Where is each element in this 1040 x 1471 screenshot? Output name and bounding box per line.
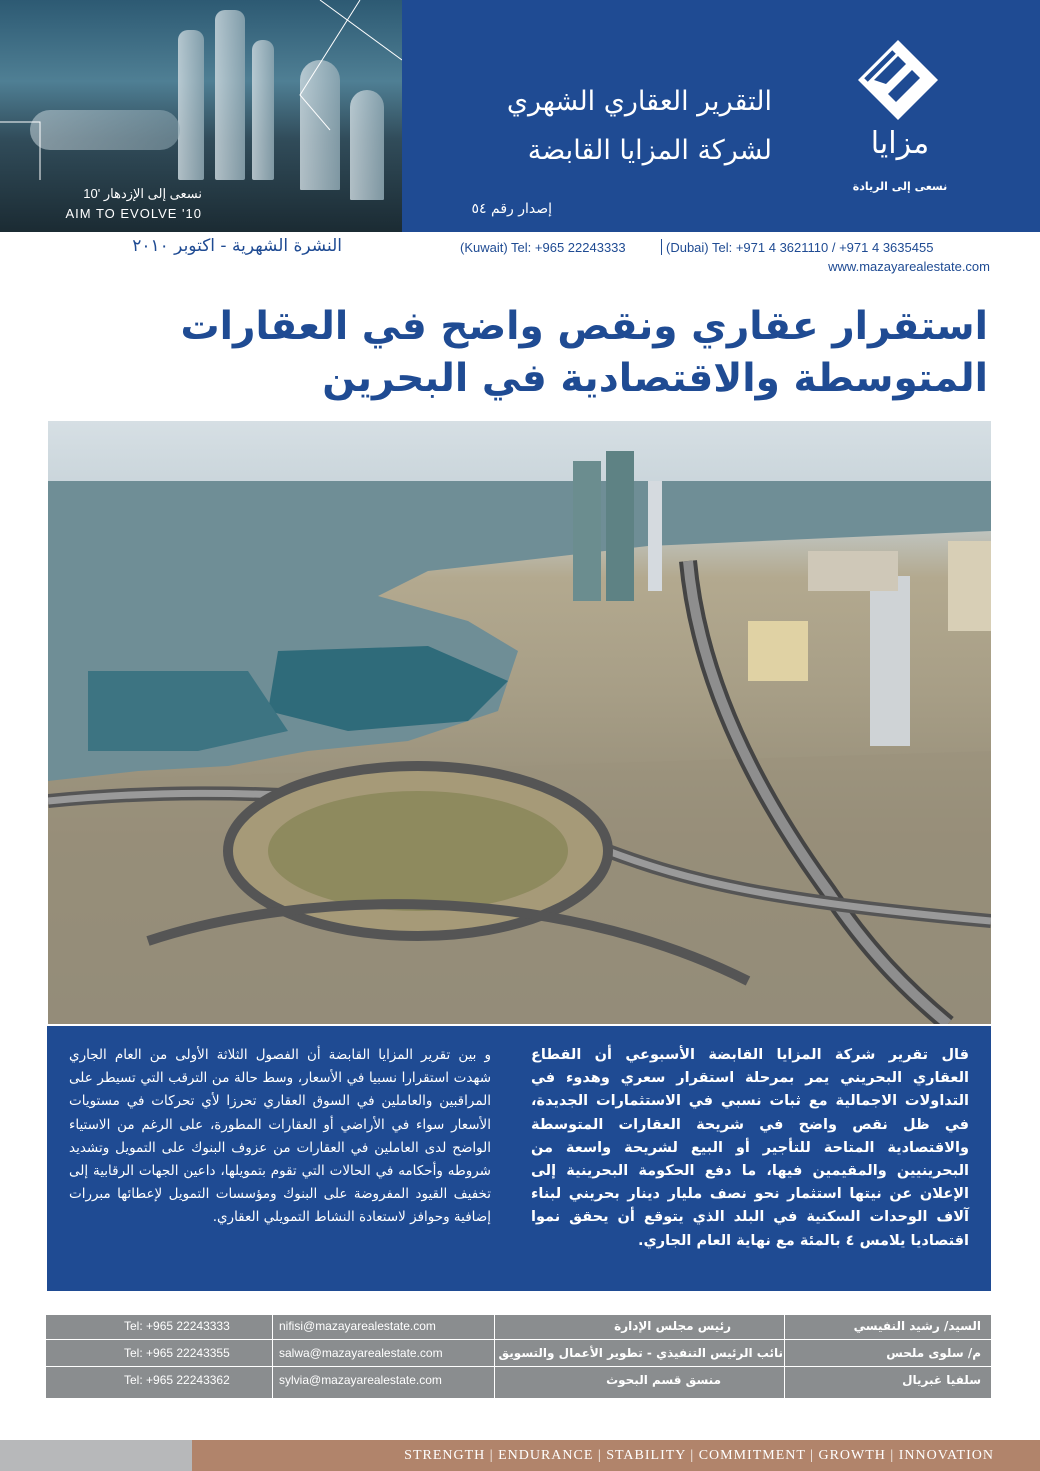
contact-name: م/ سلوى ملحس (886, 1346, 981, 1360)
footer-bar (192, 1440, 1040, 1471)
contact-email[interactable]: salwa@mazayarealestate.com (279, 1346, 443, 1360)
article-box (47, 1026, 991, 1291)
column-divider (494, 1315, 495, 1398)
contact-tel: Tel: +965 22243333 (124, 1319, 230, 1333)
contact-name: السيد/ رشيد النفيسي (853, 1319, 981, 1333)
logo-tagline: نسعى إلى الريادة (852, 180, 948, 193)
website-link[interactable]: www.mazayarealestate.com (828, 259, 990, 274)
report-title: التقرير العقاري الشهري (506, 86, 772, 117)
photo-caption-ar: نسعى إلى الإزدهار '10 (83, 186, 202, 201)
contact-divider (661, 239, 662, 255)
article-lead-column: قال تقرير شركة المزايا القابضة الأسبوعي أن القطاع العقاري البحريني يمر بمرحلة استقرار سعري وهدوء في التداولات الاجمالية مع ثبات نسبي في الاستثمارات الجديدة، في ظل نقص واضح في شريحة العقارات المتوسطة والاقتصادية المتاحة للتأجير أو البيع لشريحة واسعة من البحرينيين والمقيمين فيها، ما دفع الحكومة البحرينية إلى الإعلان عن نيتها استثمار نحو نصف مليار دينار بحريني لبناء آلاف الوحدات السكنية في البلد الذي يتوقع أن يحقق نموا اقتصاديا يلامس ٤ بالمئة مع نهاية العام الجاري. (531, 1047, 969, 1249)
logo-name: مزايا (870, 126, 930, 161)
contact-role: منسق قسم البحوث (606, 1373, 721, 1387)
column-divider (272, 1315, 273, 1398)
contact-row (46, 1342, 991, 1367)
contact-row (46, 1369, 991, 1393)
contact-name: سلفيا غبريال (902, 1373, 981, 1387)
bulletin-date: النشرة الشهرية - اكتوبر ٢٠١٠ (132, 236, 342, 256)
issue-number: إصدار رقم ٥٤ (471, 201, 552, 217)
logo-mark-icon (840, 28, 960, 128)
contact-dubai: (Dubai) Tel: +971 4 3621110 / +971 4 3635455 (666, 240, 934, 255)
contact-email[interactable]: sylvia@mazayarealestate.com (279, 1373, 442, 1387)
contact-row (46, 1315, 991, 1340)
headline-line1: استقرار عقاري ونقص واضح في العقارات (180, 304, 988, 349)
headline-line2: المتوسطة والاقتصادية في البحرين (322, 356, 988, 401)
mazaya-logo (840, 28, 960, 208)
header-banner (402, 0, 1040, 232)
aerial-photo (48, 421, 991, 1024)
contact-email[interactable]: nifisi@mazayarealestate.com (279, 1319, 436, 1333)
article-body-column: و بين تقرير المزايا القابضة أن الفصول الثلاثة الأولى من العام الجاري شهدت استقرارا نسبيا في الأسعار، وسط حالة من الترقب التي تسيطر على المراقبين والعاملين في السوق العقاري تحرزا لأي تحركات في مستويات الأسعار سواء في الأراضي أو العقارات المطورة، على الرغم من الاستياء الواضح لدى العاملين في العقارات من عزوف البنوك على التمويل وتشديد شروطه وأحكامه في الحالات التي تقوم بتمويلها، داعين الجهات الرقابية إلى تخفيف القيود المفروضة على البنوك ومؤسسات التمويل لإعطائها مبررات إضافية وحوافز لاستعادة النشاط التمويلي العقاري. (69, 1047, 491, 1226)
contact-kuwait: (Kuwait) Tel: +965 22243333 (460, 240, 626, 255)
contact-tel: Tel: +965 22243355 (124, 1346, 230, 1360)
photo-caption-en: AIM TO EVOLVE '10 (65, 206, 202, 221)
contact-role: نائب الرئيس التنفيذي - تطوير الأعمال والتسويق (498, 1346, 783, 1360)
header-photo (0, 0, 402, 232)
report-subtitle: لشركة المزايا القابضة (527, 135, 772, 166)
column-divider (784, 1315, 785, 1398)
contact-role: رئيس مجلس الإدارة (614, 1319, 731, 1333)
contacts-table (46, 1315, 991, 1398)
company-values: STRENGTH | ENDURANCE | STABILITY | COMMITMENT | GROWTH | INNOVATION (404, 1448, 994, 1463)
contact-tel: Tel: +965 22243362 (124, 1373, 230, 1387)
footer-grey-block (0, 1440, 192, 1471)
